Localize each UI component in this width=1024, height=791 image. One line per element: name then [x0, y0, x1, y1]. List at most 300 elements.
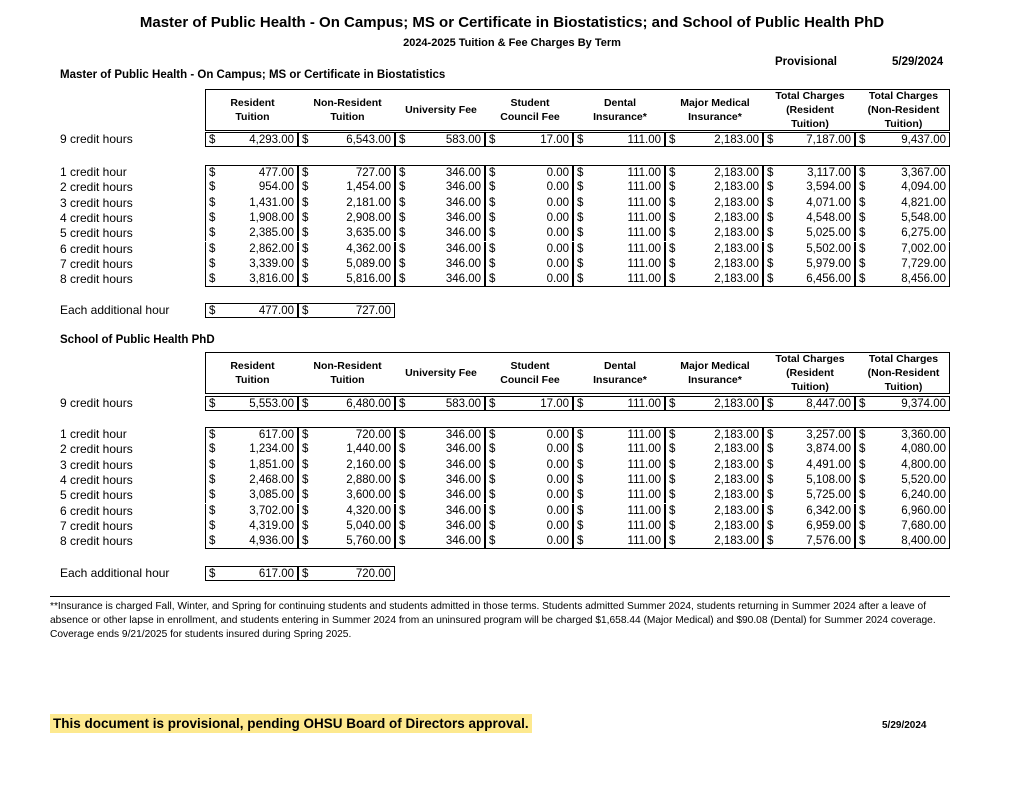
currency-symbol: $: [767, 398, 774, 410]
amount-value: 3,360.00: [901, 429, 946, 441]
amount-value: 7,187.00: [806, 134, 851, 146]
amount-value: 2,160.00: [346, 458, 391, 471]
row-label: 4 credit hours: [60, 472, 133, 487]
amount-value: 2,183.00: [714, 519, 759, 532]
table-cell: [855, 257, 950, 272]
table-cell: [485, 272, 573, 287]
currency-symbol: $: [489, 504, 496, 517]
currency-symbol: $: [859, 458, 866, 471]
column-header: [856, 353, 951, 393]
insurance-footnote: **Insurance is charged Fall, Winter, and Spring for continuing students and students admitted in those terms. Students admitted Summer 2024, students returning in Summer 2024 after a leave of absence or other lapse in enrollment, and students entering in Summer 2024 from an uninsured program will be charged $1,658.44 (Major Medical) and $90.08 (Dental) for Summer 2024 coverage. Coverage ends 9/21/2025 for students insured during Spring 2025.: [50, 601, 936, 640]
amount-value: 4,548.00: [806, 211, 851, 224]
currency-symbol: $: [669, 242, 676, 255]
row-label: 7 credit hours: [60, 256, 133, 271]
currency-symbol: $: [399, 429, 406, 441]
amount-value: 4,491.00: [806, 458, 851, 471]
column-header-label: Major Medical Insurance*: [680, 360, 750, 386]
table-cell: [855, 488, 950, 503]
amount-value: 346.00: [445, 473, 481, 486]
currency-symbol: $: [767, 458, 774, 471]
table-cell: [573, 180, 665, 195]
currency-symbol: $: [859, 535, 866, 548]
table-cell: [395, 226, 485, 241]
currency-symbol: $: [577, 257, 584, 270]
table-cell: [298, 242, 395, 257]
currency-symbol: $: [209, 134, 216, 146]
table-cell: [665, 211, 763, 226]
table-cell: [298, 473, 395, 488]
currency-symbol: $: [209, 181, 216, 194]
currency-symbol: $: [577, 181, 584, 194]
provisional-label: Provisional: [775, 56, 837, 68]
amount-value: 0.00: [546, 211, 569, 224]
amount-value: 6,543.00: [346, 134, 391, 146]
amount-value: 7,002.00: [901, 242, 946, 255]
table-cell: [395, 132, 485, 147]
table-cell: [855, 396, 950, 411]
currency-symbol: $: [859, 211, 866, 224]
additional-hour-row: [205, 566, 395, 581]
table-cell: [395, 180, 485, 195]
table-cell: [855, 272, 950, 287]
currency-symbol: $: [302, 519, 309, 532]
amount-value: 4,362.00: [346, 242, 391, 255]
amount-value: 4,071.00: [806, 196, 851, 209]
amount-value: 7,576.00: [806, 535, 851, 548]
column-header-label: Total Charges (Non-Resident Tuition): [867, 353, 940, 393]
table-cell: [763, 180, 855, 195]
currency-symbol: $: [489, 273, 496, 286]
amount-value: 6,480.00: [346, 398, 391, 410]
currency-symbol: $: [302, 568, 309, 580]
column-header: [396, 90, 486, 130]
currency-symbol: $: [669, 443, 676, 456]
currency-symbol: $: [767, 519, 774, 532]
table-cell: [855, 519, 950, 534]
currency-symbol: $: [767, 429, 774, 441]
currency-symbol: $: [399, 134, 406, 146]
table-cell: [573, 427, 665, 442]
currency-symbol: $: [859, 489, 866, 502]
table-cell: [763, 442, 855, 457]
table-cell: [665, 272, 763, 287]
amount-value: 8,456.00: [901, 273, 946, 286]
header-date: 5/29/2024: [892, 56, 944, 68]
currency-symbol: $: [489, 458, 496, 471]
currency-symbol: $: [859, 398, 866, 410]
table-cell: [205, 442, 298, 457]
table-cell: [485, 165, 573, 180]
table-cell: [298, 272, 395, 287]
currency-symbol: $: [209, 519, 216, 532]
table-cell: [665, 165, 763, 180]
table-cell: [763, 473, 855, 488]
column-header-label: Non-Resident Tuition: [313, 360, 382, 386]
row-label: Each additional hour: [60, 566, 170, 580]
row-label: 7 credit hours: [60, 518, 133, 533]
table-cell: [573, 442, 665, 457]
column-header: [206, 353, 299, 393]
amount-value: 111.00: [627, 429, 661, 441]
table-cell: [205, 396, 298, 411]
column-header: [764, 90, 856, 130]
currency-symbol: $: [489, 398, 496, 410]
currency-symbol: $: [767, 134, 774, 146]
table-cell: [855, 504, 950, 519]
table-cell: [205, 303, 298, 318]
column-header-label: Student Council Fee: [500, 360, 560, 386]
table-cell: [573, 488, 665, 503]
table-cell: [485, 534, 573, 549]
amount-value: 3,594.00: [806, 181, 851, 194]
amount-value: 2,183.00: [714, 458, 759, 471]
table-cell: [665, 458, 763, 473]
table-cell: [395, 534, 485, 549]
row-label: 3 credit hours: [60, 457, 133, 472]
currency-symbol: $: [669, 473, 676, 486]
column-header: [486, 353, 574, 393]
currency-symbol: $: [767, 535, 774, 548]
currency-symbol: $: [209, 535, 216, 548]
currency-symbol: $: [209, 305, 216, 317]
currency-symbol: $: [489, 489, 496, 502]
table-cell: [855, 427, 950, 442]
table-cell: [763, 226, 855, 241]
row-label: 8 credit hours: [60, 272, 133, 287]
amount-value: 111.00: [627, 227, 661, 240]
page-subtitle: 2024-2025 Tuition & Fee Charges By Term: [403, 37, 621, 49]
table-cell: [205, 458, 298, 473]
table-cell: [395, 442, 485, 457]
amount-value: 9,374.00: [901, 398, 946, 410]
amount-value: 346.00: [445, 519, 481, 532]
table-cell: [485, 132, 573, 147]
table-cell: [573, 226, 665, 241]
currency-symbol: $: [669, 167, 676, 179]
table-cell: [855, 458, 950, 473]
column-header: [574, 90, 666, 130]
table-cell: [763, 272, 855, 287]
table-cell: [205, 488, 298, 503]
currency-symbol: $: [859, 167, 866, 179]
amount-value: 17.00: [540, 398, 569, 410]
currency-symbol: $: [859, 257, 866, 270]
amount-value: 0.00: [546, 489, 569, 502]
currency-symbol: $: [302, 458, 309, 471]
amount-value: 346.00: [445, 273, 481, 286]
amount-value: 4,800.00: [901, 458, 946, 471]
amount-value: 6,456.00: [806, 273, 851, 286]
table-cell: [395, 272, 485, 287]
amount-value: 583.00: [445, 398, 481, 410]
table-cell: [665, 226, 763, 241]
currency-symbol: $: [669, 134, 676, 146]
column-header-row: [205, 352, 950, 394]
table-cell: [395, 196, 485, 211]
amount-value: 2,908.00: [346, 211, 391, 224]
column-header: [856, 90, 951, 130]
table-cell: [485, 242, 573, 257]
currency-symbol: $: [489, 211, 496, 224]
table-cell: [298, 504, 395, 519]
table-cell: [763, 211, 855, 226]
amount-value: 111.00: [627, 196, 661, 209]
table-cell: [573, 196, 665, 211]
currency-symbol: $: [489, 134, 496, 146]
amount-value: 111.00: [627, 489, 661, 502]
row-label: 2 credit hours: [60, 442, 133, 457]
column-header-label: Resident Tuition: [230, 360, 275, 386]
table-cell: [205, 427, 298, 442]
amount-value: 6,959.00: [806, 519, 851, 532]
column-header: [299, 90, 396, 130]
table-row: [205, 473, 950, 488]
amount-value: 6,275.00: [901, 227, 946, 240]
currency-symbol: $: [209, 504, 216, 517]
currency-symbol: $: [577, 398, 584, 410]
table-cell: [485, 180, 573, 195]
table-cell: [665, 504, 763, 519]
amount-value: 1,431.00: [249, 196, 294, 209]
amount-value: 111.00: [627, 211, 661, 224]
amount-value: 2,385.00: [249, 227, 294, 240]
table-cell: [205, 211, 298, 226]
table-cell: [205, 257, 298, 272]
table-row: [205, 534, 950, 549]
table-cell: [395, 519, 485, 534]
column-header: [299, 353, 396, 393]
column-header: [764, 353, 856, 393]
table-cell: [205, 180, 298, 195]
table-cell: [298, 165, 395, 180]
currency-symbol: $: [767, 242, 774, 255]
table-cell: [763, 165, 855, 180]
amount-value: 4,320.00: [346, 504, 391, 517]
currency-symbol: $: [669, 196, 676, 209]
amount-value: 2,183.00: [714, 473, 759, 486]
currency-symbol: $: [767, 196, 774, 209]
table-cell: [573, 132, 665, 147]
amount-value: 617.00: [258, 568, 294, 580]
currency-symbol: $: [669, 519, 676, 532]
currency-symbol: $: [859, 519, 866, 532]
amount-value: 2,183.00: [714, 429, 759, 441]
table-cell: [298, 180, 395, 195]
amount-value: 6,240.00: [901, 489, 946, 502]
currency-symbol: $: [209, 257, 216, 270]
amount-value: 3,085.00: [249, 489, 294, 502]
amount-value: 346.00: [445, 242, 481, 255]
table-cell: [763, 504, 855, 519]
currency-symbol: $: [302, 535, 309, 548]
amount-value: 3,635.00: [346, 227, 391, 240]
amount-value: 3,816.00: [249, 273, 294, 286]
table-cell: [665, 473, 763, 488]
table-cell: [855, 226, 950, 241]
page-title: Master of Public Health - On Campus; MS or Certificate in Biostatistics; and School of Public Health PhD: [139, 14, 885, 31]
currency-symbol: $: [209, 458, 216, 471]
currency-symbol: $: [577, 489, 584, 502]
currency-symbol: $: [577, 443, 584, 456]
table-cell: [573, 242, 665, 257]
amount-value: 2,183.00: [714, 196, 759, 209]
table-cell: [395, 242, 485, 257]
currency-symbol: $: [859, 504, 866, 517]
amount-value: 0.00: [546, 429, 569, 441]
currency-symbol: $: [302, 181, 309, 194]
amount-value: 720.00: [355, 429, 391, 441]
column-header-label: Resident Tuition: [230, 97, 275, 123]
currency-symbol: $: [399, 473, 406, 486]
amount-value: 0.00: [546, 196, 569, 209]
amount-value: 5,089.00: [346, 257, 391, 270]
currency-symbol: $: [669, 273, 676, 286]
table-cell: [485, 427, 573, 442]
amount-value: 0.00: [546, 257, 569, 270]
currency-symbol: $: [859, 473, 866, 486]
table-cell: [763, 488, 855, 503]
currency-symbol: $: [767, 167, 774, 179]
amount-value: 5,040.00: [346, 519, 391, 532]
amount-value: 346.00: [445, 429, 481, 441]
table-cell: [573, 211, 665, 226]
amount-value: 2,183.00: [714, 489, 759, 502]
currency-symbol: $: [767, 181, 774, 194]
currency-symbol: $: [669, 489, 676, 502]
currency-symbol: $: [859, 273, 866, 286]
table-row: [205, 226, 950, 241]
amount-value: 0.00: [546, 535, 569, 548]
table-cell: [205, 473, 298, 488]
amount-value: 111.00: [627, 257, 661, 270]
table-cell: [205, 196, 298, 211]
currency-symbol: $: [767, 504, 774, 517]
amount-value: 346.00: [445, 504, 481, 517]
currency-symbol: $: [577, 227, 584, 240]
amount-value: 5,502.00: [806, 242, 851, 255]
table-row: [205, 180, 950, 195]
column-header-label: University Fee: [405, 367, 477, 379]
table-cell: [205, 534, 298, 549]
table-cell: [763, 196, 855, 211]
amount-value: 2,183.00: [714, 398, 759, 410]
table-cell: [855, 180, 950, 195]
table-cell: [855, 211, 950, 226]
column-header-label: Dental Insurance*: [593, 97, 647, 123]
amount-value: 7,680.00: [901, 519, 946, 532]
currency-symbol: $: [489, 429, 496, 441]
amount-value: 0.00: [546, 242, 569, 255]
currency-symbol: $: [577, 134, 584, 146]
currency-symbol: $: [577, 429, 584, 441]
table-cell: [298, 196, 395, 211]
amount-value: 8,447.00: [806, 398, 851, 410]
currency-symbol: $: [577, 458, 584, 471]
table-cell: [205, 566, 298, 581]
row-label: 1 credit hour: [60, 427, 127, 441]
amount-value: 6,960.00: [901, 504, 946, 517]
table-cell: [665, 442, 763, 457]
currency-symbol: $: [399, 181, 406, 194]
table-cell: [485, 196, 573, 211]
amount-value: 727.00: [355, 167, 391, 179]
amount-value: 3,600.00: [346, 489, 391, 502]
currency-symbol: $: [859, 134, 866, 146]
amount-value: 3,702.00: [249, 504, 294, 517]
table-cell: [573, 272, 665, 287]
table-row: [205, 427, 950, 442]
row-label: 3 credit hours: [60, 195, 133, 210]
amount-value: 111.00: [627, 443, 661, 456]
table-cell: [665, 196, 763, 211]
amount-value: 346.00: [445, 257, 481, 270]
table-cell: [395, 504, 485, 519]
amount-value: 346.00: [445, 196, 481, 209]
currency-symbol: $: [399, 489, 406, 502]
currency-symbol: $: [209, 398, 216, 410]
currency-symbol: $: [669, 458, 676, 471]
currency-symbol: $: [209, 196, 216, 209]
table-row: [205, 488, 950, 503]
currency-symbol: $: [489, 535, 496, 548]
table-cell: [665, 257, 763, 272]
row-label: 8 credit hours: [60, 534, 133, 549]
currency-symbol: $: [399, 257, 406, 270]
table-cell: [485, 257, 573, 272]
currency-symbol: $: [577, 167, 584, 179]
table-cell: [485, 504, 573, 519]
amount-value: 0.00: [546, 273, 569, 286]
amount-value: 346.00: [445, 489, 481, 502]
table-cell: [205, 226, 298, 241]
amount-value: 346.00: [445, 443, 481, 456]
currency-symbol: $: [302, 273, 309, 286]
amount-value: 9,437.00: [901, 134, 946, 146]
amount-value: 2,183.00: [714, 227, 759, 240]
currency-symbol: $: [302, 196, 309, 209]
currency-symbol: $: [209, 568, 216, 580]
table-cell: [665, 488, 763, 503]
footer-date: 5/29/2024: [882, 720, 927, 731]
currency-symbol: $: [577, 242, 584, 255]
currency-symbol: $: [302, 473, 309, 486]
amount-value: 4,936.00: [249, 535, 294, 548]
table-cell: [298, 442, 395, 457]
table-cell: [855, 534, 950, 549]
table-cell: [485, 396, 573, 411]
amount-value: 2,183.00: [714, 257, 759, 270]
currency-symbol: $: [399, 535, 406, 548]
amount-value: 2,183.00: [714, 211, 759, 224]
row-label: 9 credit hours: [60, 396, 133, 410]
table-cell: [573, 534, 665, 549]
currency-symbol: $: [399, 273, 406, 286]
currency-symbol: $: [209, 211, 216, 224]
amount-value: 2,183.00: [714, 181, 759, 194]
column-header-label: Total Charges (Resident Tuition): [775, 353, 845, 393]
table-cell: [298, 257, 395, 272]
table-cell: [205, 165, 298, 180]
row-label: Each additional hour: [60, 303, 170, 317]
currency-symbol: $: [302, 242, 309, 255]
currency-symbol: $: [399, 398, 406, 410]
currency-symbol: $: [767, 473, 774, 486]
amount-value: 111.00: [627, 398, 661, 410]
table-cell: [395, 165, 485, 180]
currency-symbol: $: [859, 181, 866, 194]
currency-symbol: $: [767, 489, 774, 502]
currency-symbol: $: [399, 211, 406, 224]
